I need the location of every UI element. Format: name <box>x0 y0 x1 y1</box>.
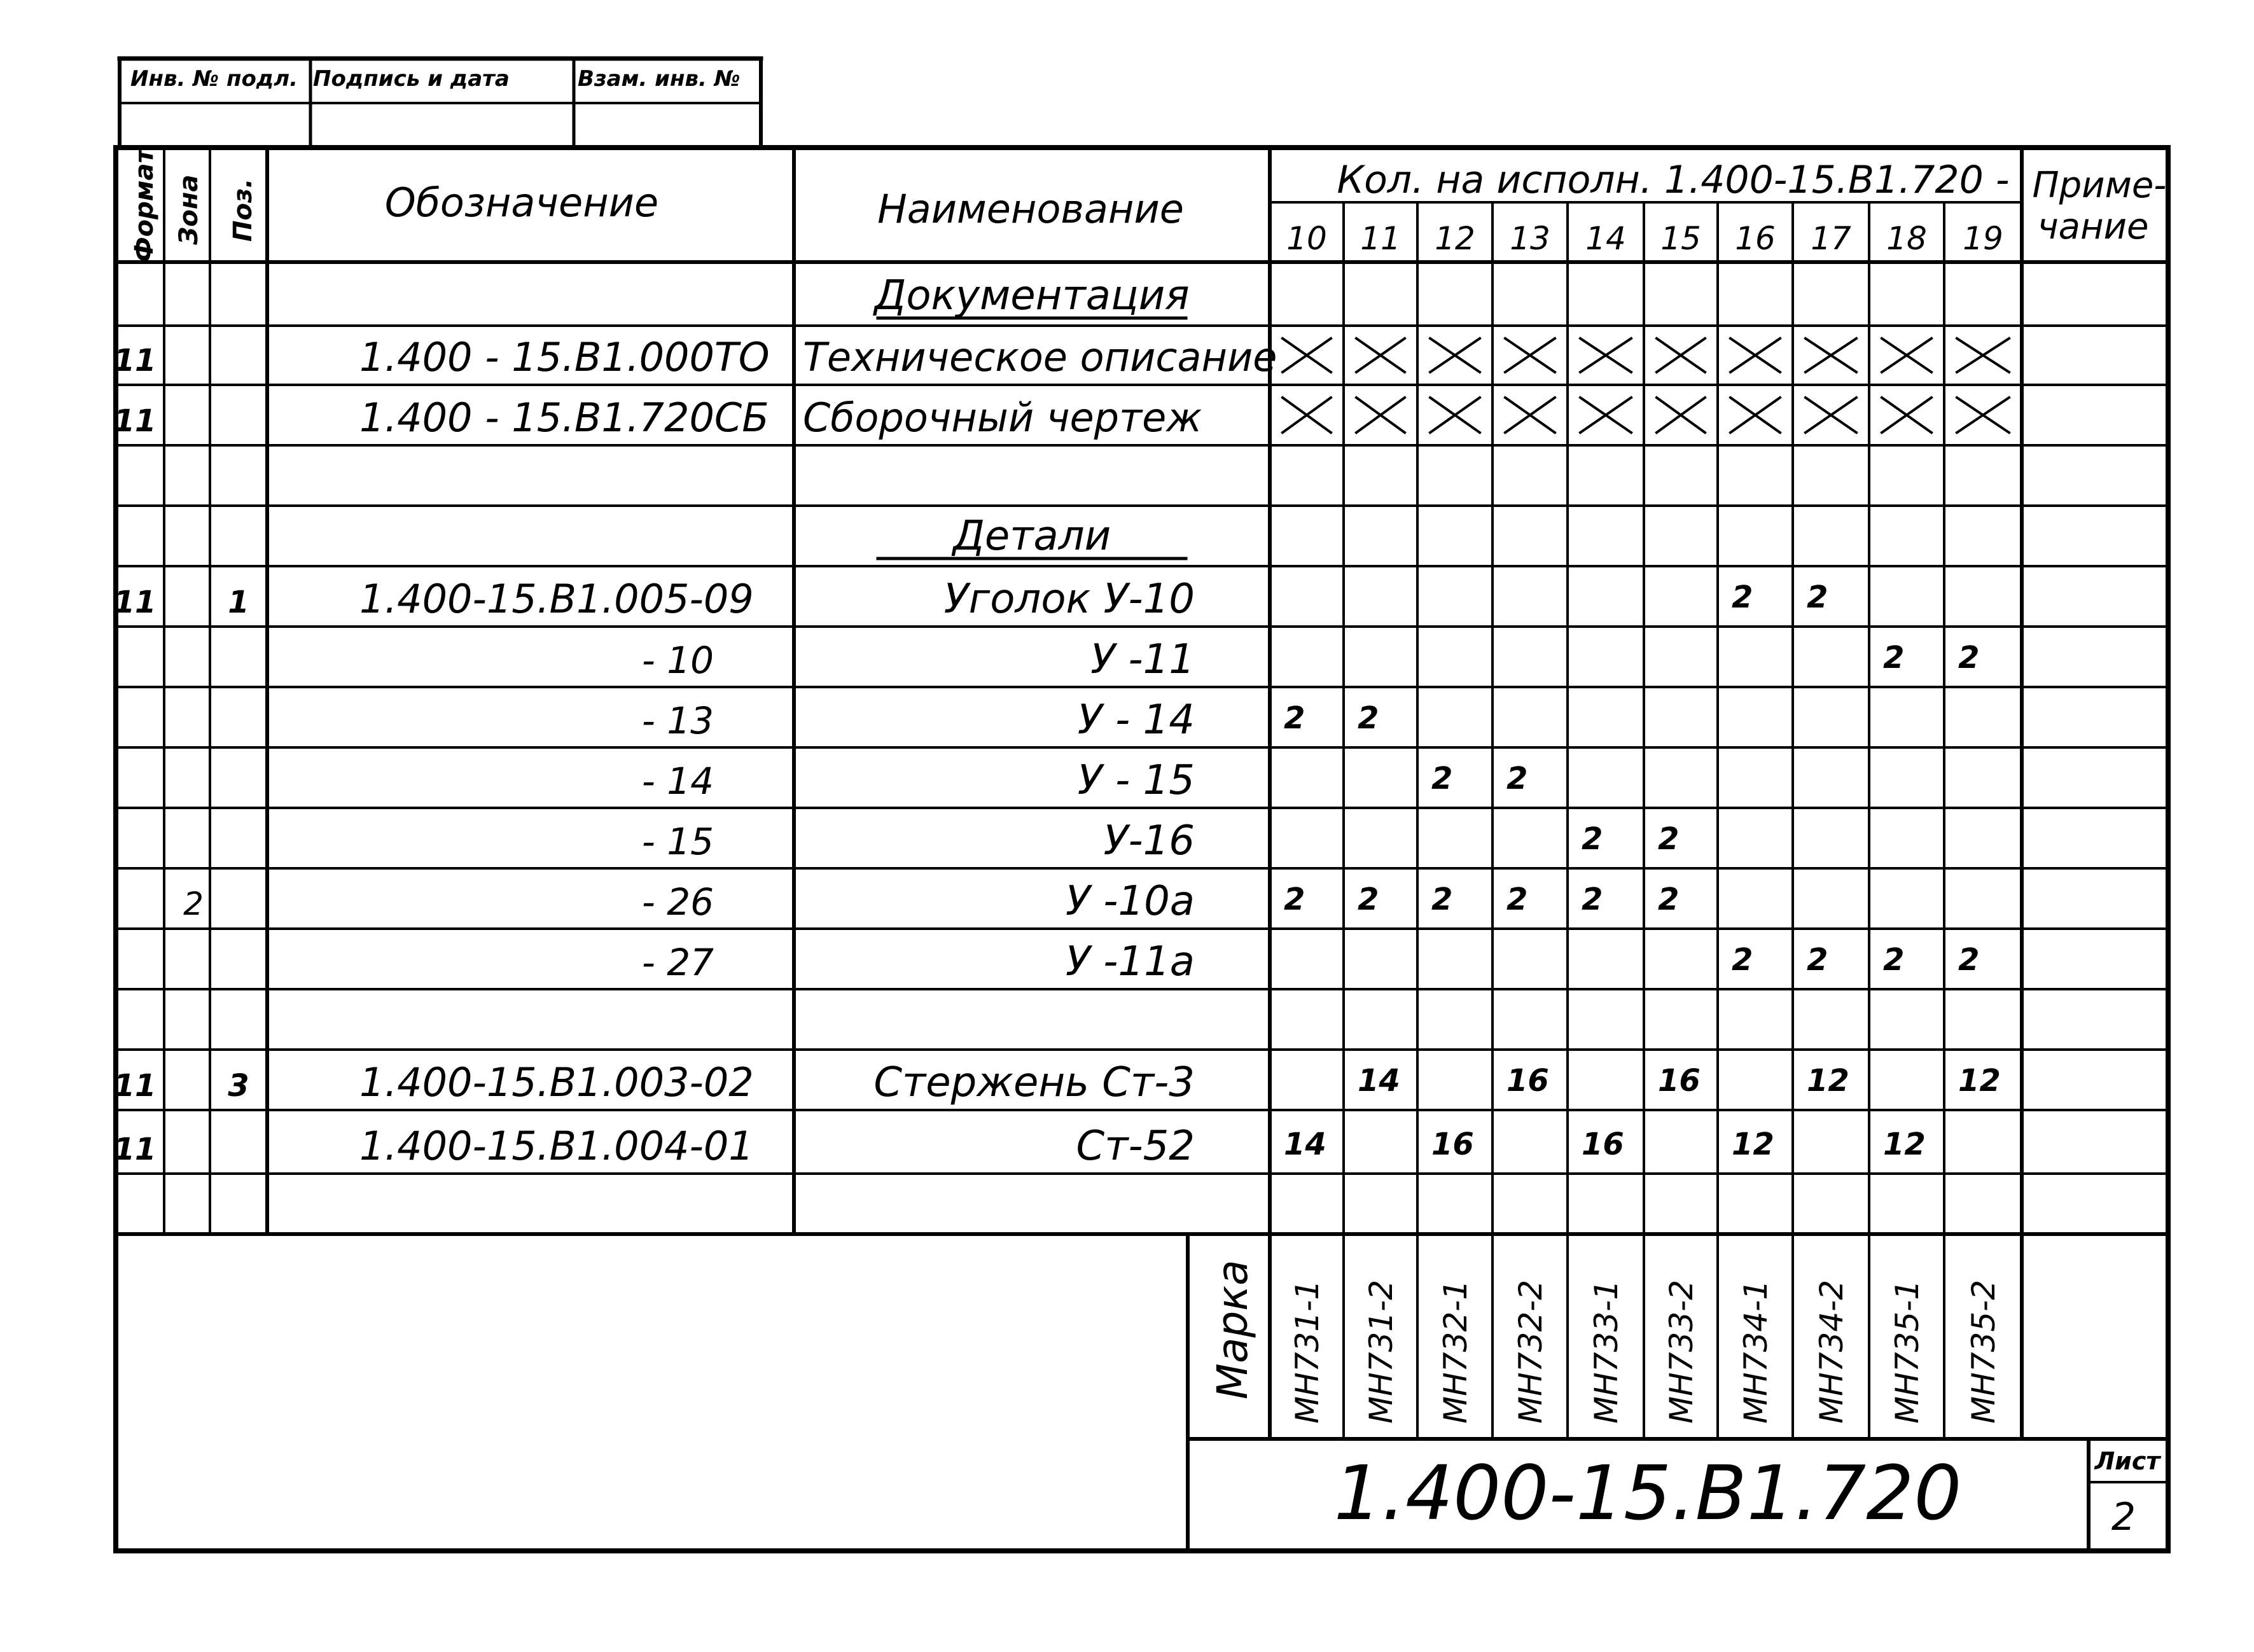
quantity-cell: 2 <box>1582 882 1603 917</box>
marka-value: МН735-1 <box>1889 1279 1926 1424</box>
row-oboznachenie: 1.400-15.В1.005-09 <box>359 576 754 622</box>
quantity-cell: 2 <box>1431 761 1453 796</box>
row-zona: 2 <box>183 885 204 922</box>
variant-number: 11 <box>1360 220 1401 257</box>
spec-rows <box>114 272 2009 1170</box>
row-oboznachenie: - 27 <box>641 941 714 984</box>
variant-number: 14 <box>1585 220 1626 257</box>
quantity-cell: 2 <box>1732 942 1753 978</box>
quantity-cell: 2 <box>1358 882 1379 917</box>
variant-number: 17 <box>1811 220 1851 257</box>
row-naimenovanie: У -10а <box>1065 878 1195 925</box>
row-naimenovanie: Сборочный чертеж <box>803 394 1202 441</box>
variant-number: 16 <box>1735 220 1776 257</box>
row-naimenovanie: Техническое описание <box>803 334 1277 380</box>
row-format: 11 <box>113 343 157 378</box>
quantity-cell: 12 <box>1958 1063 2001 1099</box>
quantity-cell: 2 <box>1958 640 1980 676</box>
header-naimenovanie: Наименование <box>877 186 1184 232</box>
quantity-cell: 2 <box>1807 942 1828 978</box>
row-naimenovanie: У -11а <box>1065 938 1195 985</box>
designation-main: 1.400-15.В1.720 <box>1333 1449 1962 1537</box>
section-heading: Детали <box>952 513 1111 560</box>
header-primechanie-1: Приме- <box>2032 165 2167 206</box>
quantity-cell: 2 <box>1506 761 1528 796</box>
quantity-cell: 16 <box>1582 1127 1624 1162</box>
variant-number: 15 <box>1660 220 1701 257</box>
row-oboznachenie: 1.400 - 15.В1.720СБ <box>359 394 769 441</box>
quantity-cell: 2 <box>1658 882 1680 917</box>
marka-value: МН733-2 <box>1663 1279 1700 1424</box>
row-naimenovanie: У -11 <box>1090 636 1195 683</box>
quantity-cell: 2 <box>1658 821 1680 857</box>
quantity-cell: 2 <box>1807 580 1828 615</box>
marka-value: МН733-1 <box>1588 1279 1625 1424</box>
row-oboznachenie: 1.400-15.В1.003-02 <box>359 1059 754 1106</box>
row-oboznachenie: - 13 <box>641 699 714 742</box>
stamp-inv-podl: Инв. № подл. <box>130 66 298 92</box>
row-oboznachenie: - 15 <box>641 820 714 863</box>
row-oboznachenie: - 10 <box>641 639 714 682</box>
marka-value: МН732-1 <box>1437 1279 1474 1424</box>
marka-value: МН731-1 <box>1289 1279 1326 1424</box>
marka-value: МН734-1 <box>1737 1279 1774 1424</box>
marka-value: МН731-2 <box>1363 1279 1400 1424</box>
quantity-cell: 14 <box>1358 1063 1400 1099</box>
list-label: Лист <box>2094 1447 2160 1475</box>
stamp-podpis-data: Подпись и дата <box>313 66 510 92</box>
row-oboznachenie: - 14 <box>641 760 714 803</box>
quantity-cell: 2 <box>1358 700 1379 736</box>
section-heading: Документация <box>874 272 1190 319</box>
row-oboznachenie: 1.400-15.В1.004-01 <box>359 1123 754 1169</box>
stamp-vzam-inv: Взам. инв. № <box>578 66 741 92</box>
quantity-cell: 2 <box>1284 882 1305 917</box>
row-poz: 1 <box>228 585 249 620</box>
quantity-cell: 16 <box>1506 1063 1549 1099</box>
quantity-cell: 2 <box>1958 942 1980 978</box>
quantity-cell: 12 <box>1807 1063 1849 1099</box>
quantity-cell: 2 <box>1582 821 1603 857</box>
header-oboznachenie: Обозначение <box>384 179 659 226</box>
quantity-cell: 2 <box>1883 640 1905 676</box>
row-naimenovanie: Уголок У-10 <box>943 576 1195 623</box>
row-naimenovanie: У - 14 <box>1077 697 1195 744</box>
marka-value: МН735-2 <box>1965 1279 2002 1424</box>
row-oboznachenie: - 26 <box>641 880 714 924</box>
variant-number: 13 <box>1510 220 1550 257</box>
row-naimenovanie: Стержень Ст-3 <box>873 1059 1195 1106</box>
header-format: Формат <box>130 148 159 262</box>
quantity-cell: 2 <box>1431 882 1453 917</box>
row-poz: 3 <box>228 1068 249 1104</box>
quantity-cell: 12 <box>1732 1127 1774 1162</box>
row-format: 11 <box>113 1068 157 1104</box>
row-format: 11 <box>113 1132 157 1167</box>
row-naimenovanie: У-16 <box>1103 817 1195 864</box>
header-primechanie-2: чание <box>2037 206 2149 247</box>
row-naimenovanie: Ст-52 <box>1076 1123 1195 1170</box>
header-zona: Зона <box>174 174 204 245</box>
marka-label: Марка <box>1208 1260 1257 1399</box>
variant-number: 12 <box>1435 220 1475 257</box>
header-poz: Поз. <box>228 178 258 242</box>
row-format: 11 <box>113 585 157 620</box>
quantity-cell: 12 <box>1883 1127 1926 1162</box>
quantity-cell: 16 <box>1431 1127 1474 1162</box>
variant-number: 18 <box>1886 220 1927 257</box>
row-naimenovanie: У - 15 <box>1077 757 1195 804</box>
quantity-cell: 2 <box>1883 942 1905 978</box>
variant-number: 19 <box>1963 220 2003 257</box>
marka-value: МН734-2 <box>1813 1279 1850 1424</box>
quantity-cell: 2 <box>1732 580 1753 615</box>
quantity-cell: 2 <box>1506 882 1528 917</box>
quantity-cell: 14 <box>1284 1127 1326 1162</box>
marka-value: МН732-2 <box>1512 1279 1549 1424</box>
list-number: 2 <box>2111 1495 2136 1539</box>
row-oboznachenie: 1.400 - 15.В1.000ТО <box>359 334 770 380</box>
quantity-cell: 16 <box>1658 1063 1701 1099</box>
header-kol-title: Кол. на исполн. 1.400-15.В1.720 - <box>1337 158 2010 202</box>
quantity-cell: 2 <box>1284 700 1305 736</box>
variant-number: 10 <box>1286 220 1327 257</box>
marka-values <box>1289 1280 2002 1424</box>
row-format: 11 <box>113 403 157 439</box>
